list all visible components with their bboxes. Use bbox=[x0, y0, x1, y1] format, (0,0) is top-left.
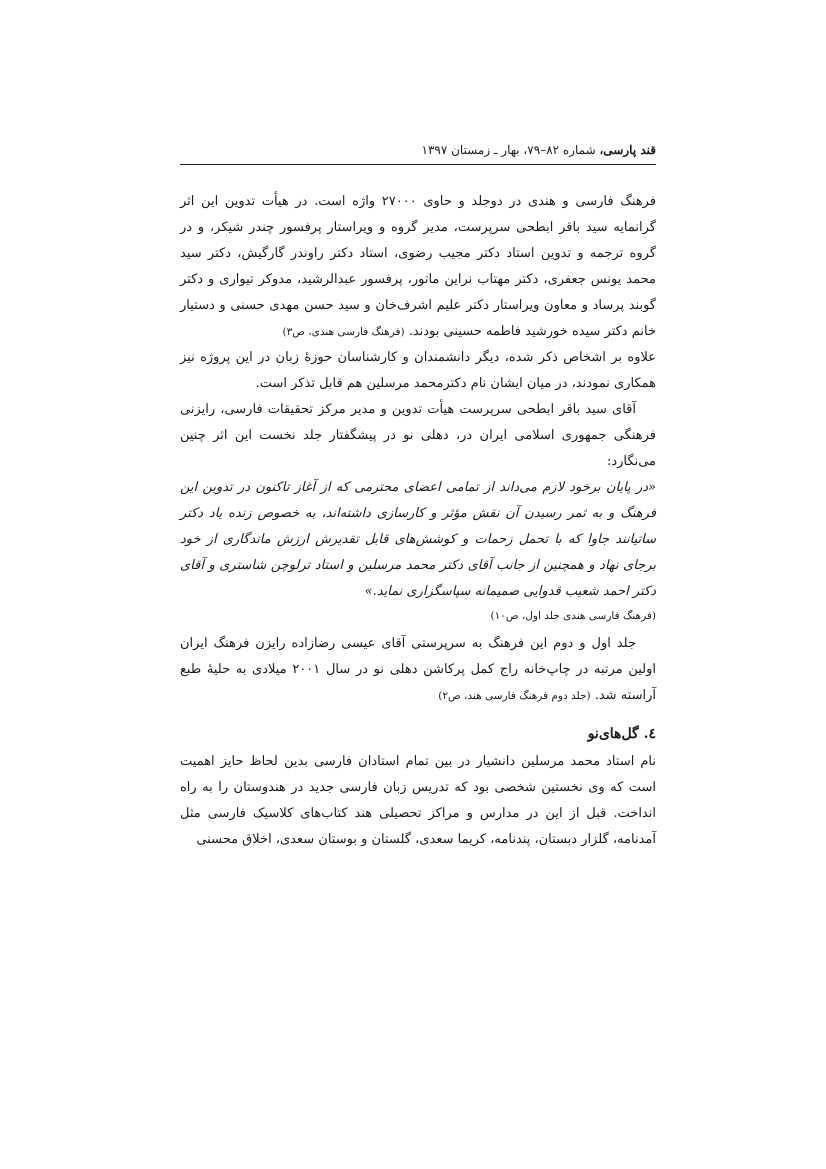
header-rule bbox=[180, 164, 656, 165]
paragraph-4: نام استاد محمد مرسلین دانشیار در بین تمام استادان فارسی بدین لحاظ حایز اهمیت است که وی نخستین شخصی بود که تدریس زبان فارسی جدید در هندوستان را به راه انداخت. قبل از این در مدارس و مراکز تحصیلی هند کتاب‌های کلاسیک فارسی مثل آمدنامه، گلزار دبستان، پندنامه، کریما سعدی، گلستان و بوستان سعدی، اخلاق محسنی bbox=[180, 754, 656, 847]
block-quote-citation: (فرهنگ فارسی هندی جلد اول، ص۱۰) bbox=[490, 610, 656, 622]
running-header bbox=[422, 142, 656, 158]
block-quote: «در پایان برخود لازم می‌داند از تمامی اعضای محترمی که از آغاز تاکنون در تدوین این فرهنگ و به ثمر رسیدن آن نقش مؤثر و کارسازی داشته‌اند، به خصوص زنده یاد دکتر ساتیانند جاوا که با تحمل زحمات و کوشش‌های قابل تقدیرش ارزش ماندگاری از خود برجای نهاد و همچنین از جانب آقای دکتر محمد مرسلین و استاد ترلوچن شاستری و آقای دکتر احمد شعیب قدوایی صمیمانه سپاسگزاری نماید.» bbox=[180, 480, 656, 599]
paragraph-3-citation: (جلد دوم فرهنگ فارسی هند، ص۲) bbox=[438, 690, 591, 702]
paragraph-3-text: جلد اول و دوم این فرهنگ به سرپرستی آقای عیسی رضازاده رایزن فرهنگ ایران اولین مرتبه در چاپ‌خانه راج کمل پرکاشن دهلی نو در سال ۲۰۰۱ میلادی به حلیهٔ طبع آراسته شد. bbox=[180, 636, 656, 703]
issue-info: شماره ۸۲–۷۹، بهار ـ زمستان ۱۳۹۷ bbox=[421, 143, 600, 157]
paragraph-1-citation: (فرهنگ فارسی هندی، ص۳) bbox=[282, 326, 405, 338]
paragraph-2: آقای سید باقر ابطحی سرپرست هیأت تدوین و مدیر مرکز تحقیقات فارسی، رایزنی فرهنگی جمهوری اسلامی ایران در، دهلی نو در پیشگفتار جلد نخست این اثر چنین می‌نگارد: bbox=[180, 402, 656, 469]
paragraph-3 bbox=[180, 631, 656, 709]
paragraph-1-text: فرهنگ فارسی و هندی در دوجلد و حاوی ۲۷۰۰۰ واژه است. در هیأت تدوین این اثر گرانمایه سید باقر ابطحی سرپرست، مدیر گروه و ویراستار پرفسور چندر شیکر، و در گروه ترجمه و تدوین استاد دکتر مجیب رضوی، استاد دکتر راوندر گارگیش، دکتر سید محمد یونس جعفری، دکتر مهتاب نراین ماتور، پرفسور عبدالرشید، مدوکر تیواری و دکتر گوبند پرساد و معاون ویراستار دکتر علیم اشرف‌خان و سید حسن مهدی حسنی و دستیار خانم دکتر سیده خورشید فاطمه حسینی بودند. bbox=[180, 194, 656, 339]
journal-title: قند پارسی، bbox=[599, 143, 656, 157]
paragraph-1-continuation: علاوه بر اشخاص ذکر شده، دیگر دانشمندان و کارشناسان حوزهٔ زبان در این پروژه نیز همکاری نمودند، در میان ایشان نام دکترمحمد مرسلین هم قابل تذکر است. bbox=[180, 350, 656, 391]
document-page bbox=[180, 0, 656, 1169]
page-body bbox=[180, 189, 656, 853]
section-heading: ٤. گل‌های‌نو bbox=[587, 726, 656, 742]
paragraph-1 bbox=[180, 189, 656, 345]
